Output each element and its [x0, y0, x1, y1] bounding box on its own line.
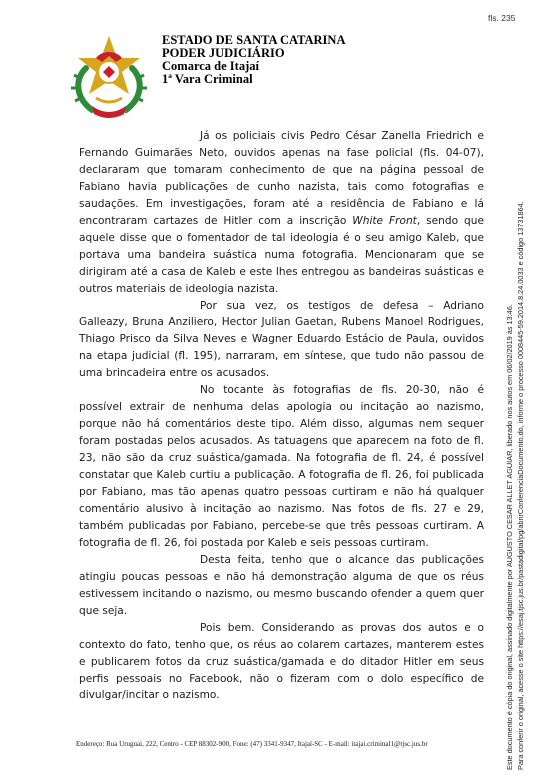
- page-number: fls. 235: [488, 13, 516, 23]
- footer-address: Endereço: Rua Uruguai, 222, Centro - CEP 88302-900, Fone: (47) 3341-9347, Itajaí-SC - E-mail: itajai.criminal1@tjsc.jus.br: [76, 740, 428, 748]
- paragraph-3: No tocante às fotografias de fls. 20-30, não é possível extrair de nenhuma delas apologia ou incitação ao nazismo, porque não há comentários deste tipo. Além disso, algumas nem sequer foram postadas pelos acusados. As tatuagens que aparecem na foto de fl. 23, não são da cruz suástica/gamada. Na fotografia de fl. 24, é possível constatar que Kaleb curtiu a publicação. A fotografia de fl. 26, foi publicada por Fabiano, mas tão apenas quatro pessoas curtiram e não há qualquer comentário alusivo à incitação ao nazismo. Nas fotos de fls. 27 e 29, também publicadas por Fabiano, percebe-se que três pessoas curtiram. A fotografia de fl. 26, foi postada por Kaleb e seis pessoas curtiram.: [79, 384, 484, 549]
- signature-line-2: Para conferir o original, acesse o site https://esaj.tjsc.jus.br/pastadigital/pg/abrirConferenciaDocumento.do, informe o processo 0008445-59.2014.8.24.0033 e código 13731864.: [515, 201, 525, 770]
- paragraph-5: Pois bem. Considerando as provas dos autos e o contexto do fato, tenho que, os réus ao colarem cartazes, manterem estes e publicarem fotos da cruz suástica/gamada e do ditador Hitler em seus perfis pessoais no Facebook, não o fizeram com o dolo específico de divulgar/incitar o nazismo.: [79, 621, 484, 702]
- header-comarca: Comarca de Itajaí: [162, 59, 259, 73]
- paragraph-1: [79, 128, 484, 298]
- state-coat-of-arms-logo: [66, 28, 152, 120]
- paragraph-1-end: , sendo que aquele disse que o fomentador de tal ideologia é o seu amigo Kaleb, que portava uma bandeira suástica numa fotografia. Mencionaram que se dirigiram até a casa de Kaleb e este lhes entregou as bandeiras suásticas e outros materiais de ideologia nazista.: [79, 214, 484, 295]
- paragraph-2: Por sua vez, os testigos de defesa – Adriano Galleazy, Bruna Anziliero, Hector Julian Gaetan, Rubens Manoel Rodrigues, Thiago Prisco da Silva Neves e Wagner Eduardo Estácio de Paula, ouvidos na etapa judicial (fl. 195), narraram, em síntese, que tudo não passou de uma brincadeira entre os acusados.: [79, 299, 484, 380]
- paragraph-1-text: Já os policiais civis Pedro César Zanella Friedrich e Fernando Guimarães Neto, ouvidos apenas na fase policial (fls. 04-07), declararam que tomaram conhecimento de que na página pessoal de Fabiano havia publicações de cunho nazista, tais como fotografias e saudações. Em investigações, foram até a residência de Fabiano e lá encontraram cartazes de Hitler com a inscrição: [79, 130, 484, 227]
- header-vara: 1ª Vara Criminal: [162, 72, 253, 86]
- paragraph-1-italic: White Front: [352, 214, 417, 227]
- court-header: [162, 34, 345, 86]
- digital-signature-note: [505, 130, 526, 770]
- header-state: ESTADO DE SANTA CATARINA: [162, 33, 346, 47]
- signature-line-1: Este documento é cópia do original, assinado digitalmente por AUGUSTO CESAR ALLET AGUIAR, liberado nos autos em 06/02/2019 às 13:46.: [505, 304, 514, 770]
- header-power: PODER JUDICIÁRIO: [162, 46, 285, 60]
- paragraph-4: Desta feita, tenho que o alcance das publicações atingiu poucas pessoas e não há demonstração alguma de que os réus estivessem incitando o nazismo, ou mesmo buscando ofender a quem quer que seja.: [79, 553, 484, 617]
- document-body: [79, 128, 484, 704]
